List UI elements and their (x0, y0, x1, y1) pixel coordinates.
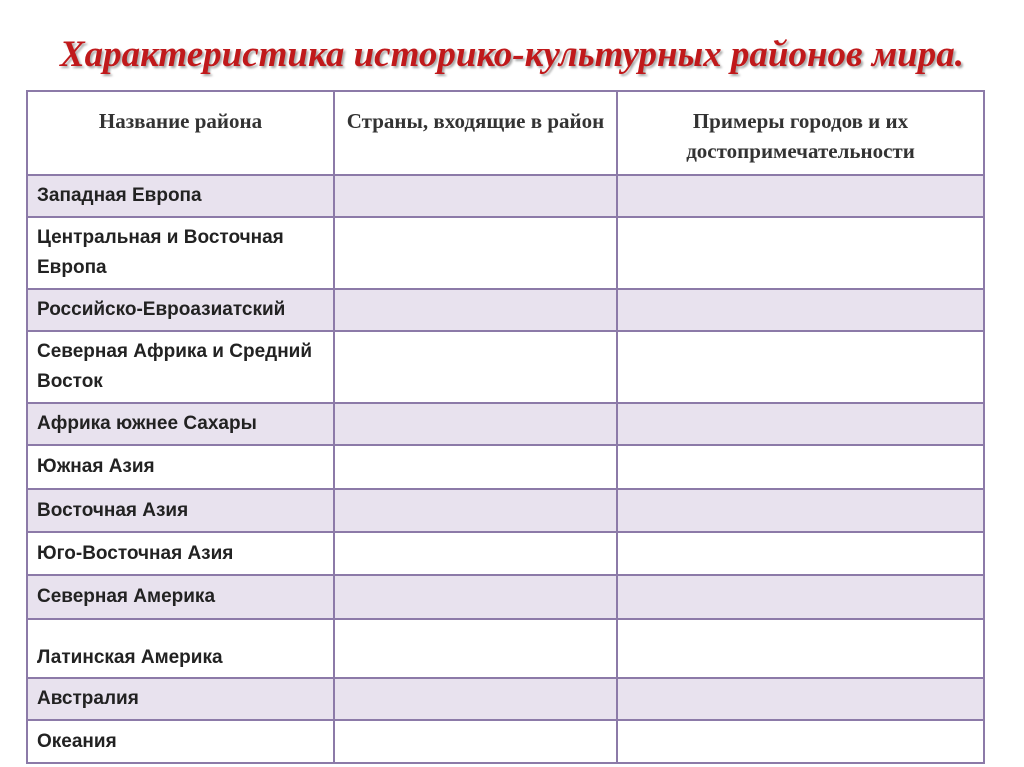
cities-cell[interactable] (617, 532, 984, 575)
cities-cell[interactable] (617, 619, 984, 678)
region-name-cell: Восточная Азия (27, 489, 334, 532)
countries-cell[interactable] (334, 403, 617, 445)
region-name-cell: Африка южнее Сахары (27, 403, 334, 445)
region-name-cell: Юго-Восточная Азия (27, 532, 334, 575)
table-row (27, 489, 984, 532)
countries-cell[interactable] (334, 619, 617, 678)
table-row (27, 532, 984, 575)
header-region-name: Название района (27, 91, 334, 175)
table-row (27, 575, 984, 619)
region-name-cell: Латинская Америка (27, 619, 334, 678)
region-name-cell: Океания (27, 720, 334, 763)
region-name-cell: Австралия (27, 678, 334, 720)
countries-cell[interactable] (334, 289, 617, 331)
region-name-cell: Южная Азия (27, 445, 334, 489)
cities-cell[interactable] (617, 403, 984, 445)
cities-cell[interactable] (617, 445, 984, 489)
cities-cell[interactable] (617, 175, 984, 217)
region-name-cell: Северная Африка и Средний Восток (27, 331, 334, 403)
region-name-cell: Российско-Евроазиатский (27, 289, 334, 331)
countries-cell[interactable] (334, 720, 617, 763)
cities-cell[interactable] (617, 575, 984, 619)
table-header-row (27, 91, 984, 175)
cities-cell[interactable] (617, 289, 984, 331)
countries-cell[interactable] (334, 678, 617, 720)
region-name-cell: Западная Европа (27, 175, 334, 217)
cities-cell[interactable] (617, 720, 984, 763)
countries-cell[interactable] (334, 331, 617, 403)
table-row (27, 403, 984, 445)
countries-cell[interactable] (334, 532, 617, 575)
region-name-cell: Северная Америка (27, 575, 334, 619)
table-row (27, 720, 984, 763)
regions-table (26, 90, 985, 764)
header-cities: Примеры городов и их достопримечательности (617, 91, 984, 175)
table-row (27, 331, 984, 403)
countries-cell[interactable] (334, 445, 617, 489)
table-row (27, 445, 984, 489)
region-name-cell: Центральная и Восточная Европа (27, 217, 334, 289)
countries-cell[interactable] (334, 489, 617, 532)
countries-cell[interactable] (334, 175, 617, 217)
page-title: Характеристика историко-культурных районов мира. (59, 34, 965, 75)
countries-cell[interactable] (334, 575, 617, 619)
cities-cell[interactable] (617, 217, 984, 289)
table-row (27, 217, 984, 289)
table-row (27, 619, 984, 678)
table-row (27, 175, 984, 217)
cities-cell[interactable] (617, 678, 984, 720)
countries-cell[interactable] (334, 217, 617, 289)
table-row (27, 289, 984, 331)
table-row (27, 678, 984, 720)
cities-cell[interactable] (617, 489, 984, 532)
cities-cell[interactable] (617, 331, 984, 403)
header-countries: Страны, входящие в район (334, 91, 617, 175)
